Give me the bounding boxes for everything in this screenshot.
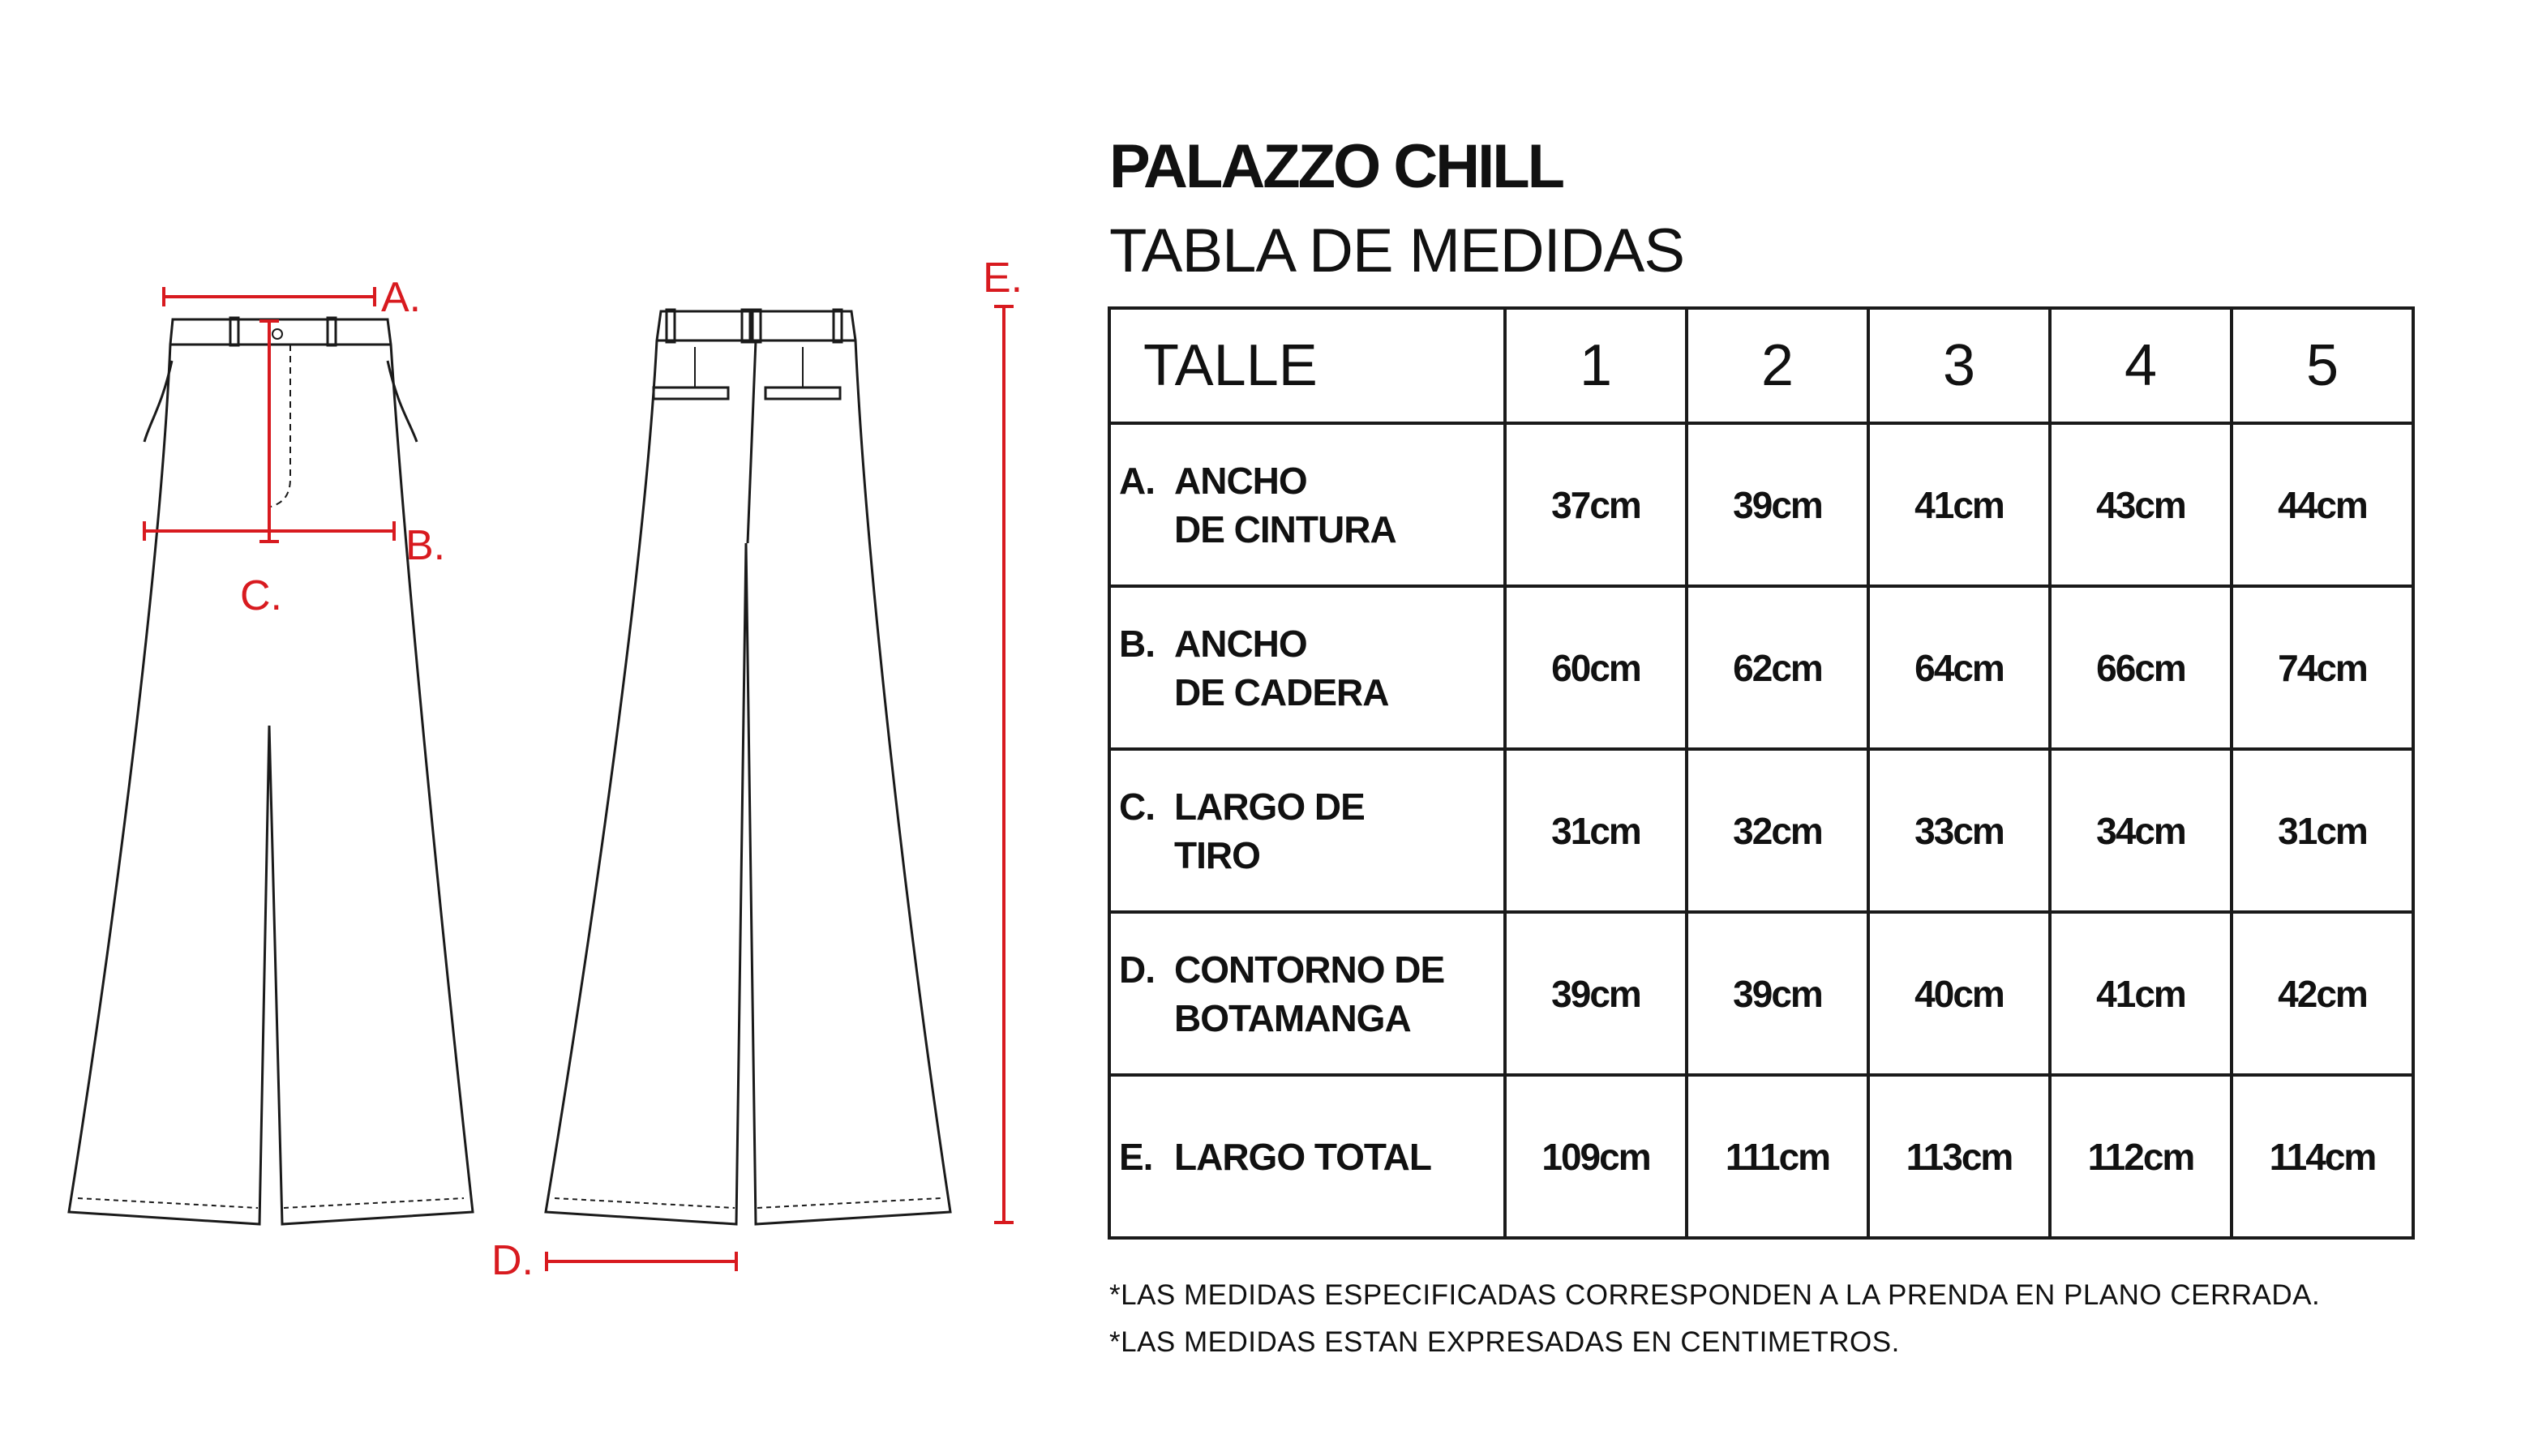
measurement-value: 39cm [1687, 912, 1868, 1075]
row-label: CONTORNO DE BOTAMANGA [1174, 948, 1445, 1039]
row-letter: D. [1119, 948, 1155, 991]
table-row [1109, 1075, 2413, 1238]
measurement-value: 41cm [2050, 912, 2232, 1075]
table-row [1109, 586, 2413, 749]
measurement-value: 43cm [2050, 423, 2232, 586]
measurement-value: 74cm [2232, 586, 2413, 749]
measurement-value: 64cm [1868, 586, 2050, 749]
measurement-value: 39cm [1505, 912, 1687, 1075]
measure-c-label: C. [240, 572, 282, 619]
measure-e-label: E. [983, 255, 1023, 302]
table-row [1109, 749, 2413, 912]
measurement-value: 32cm [1687, 749, 1868, 912]
row-label: LARGO DE TIRO [1174, 785, 1365, 876]
measurement-value: 39cm [1687, 423, 1868, 586]
row-letter: A. [1119, 459, 1155, 502]
measurement-value: 60cm [1505, 586, 1687, 749]
table-row [1109, 912, 2413, 1075]
measurement-value: 111cm [1687, 1075, 1868, 1238]
product-title: PALAZZO CHILL [1109, 132, 1563, 201]
row-label-cell [1109, 423, 1505, 586]
row-label: ANCHO DE CINTURA [1174, 459, 1396, 550]
row-letter: B. [1119, 622, 1155, 665]
measurement-value: 62cm [1687, 586, 1868, 749]
table-header-row [1109, 308, 2413, 423]
measurement-value: 33cm [1868, 749, 2050, 912]
measurement-value: 41cm [1868, 423, 2050, 586]
back-outline [546, 311, 950, 1224]
measurement-value: 109cm [1505, 1075, 1687, 1238]
measurement-value: 42cm [2232, 912, 2413, 1075]
measure-d-label: D. [491, 1237, 534, 1284]
row-label: ANCHO DE CADERA [1174, 622, 1389, 713]
row-label-cell [1109, 912, 1505, 1075]
row-label-cell [1109, 749, 1505, 912]
measurement-value: 31cm [1505, 749, 1687, 912]
row-letter: C. [1119, 785, 1155, 828]
measure-b-label: B. [405, 522, 446, 569]
size-header: 4 [2050, 308, 2232, 423]
table-row [1109, 423, 2413, 586]
size-header: 5 [2232, 308, 2413, 423]
size-header-label: TALLE [1109, 308, 1505, 423]
measure-a-label: A. [381, 274, 422, 321]
size-header: 3 [1868, 308, 2050, 423]
measurement-value: 66cm [2050, 586, 2232, 749]
size-chart-subtitle: TABLA DE MEDIDAS [1109, 216, 1685, 285]
size-header: 1 [1505, 308, 1687, 423]
measurement-value: 34cm [2050, 749, 2232, 912]
measurement-value: 31cm [2232, 749, 2413, 912]
pants-back-view [546, 310, 950, 1224]
row-label: LARGO TOTAL [1174, 1135, 1431, 1178]
measurement-value: 112cm [2050, 1075, 2232, 1238]
measurement-value: 37cm [1505, 423, 1687, 586]
pants-technical-diagram [0, 0, 1054, 1378]
footnote: *LAS MEDIDAS ESTAN EXPRESADAS EN CENTIMETROS. [1109, 1326, 1900, 1358]
size-header: 2 [1687, 308, 1868, 423]
row-label-cell [1109, 586, 1505, 749]
measurement-value: 44cm [2232, 423, 2413, 586]
measurement-value: 40cm [1868, 912, 2050, 1075]
row-label-cell [1109, 1075, 1505, 1238]
size-table [1108, 306, 2415, 1240]
measurement-value: 114cm [2232, 1075, 2413, 1238]
measurement-value: 113cm [1868, 1075, 2050, 1238]
row-letter: E. [1119, 1135, 1153, 1178]
footnote: *LAS MEDIDAS ESPECIFICADAS CORRESPONDEN A LA PRENDA EN PLANO CERRADA. [1109, 1279, 2321, 1311]
